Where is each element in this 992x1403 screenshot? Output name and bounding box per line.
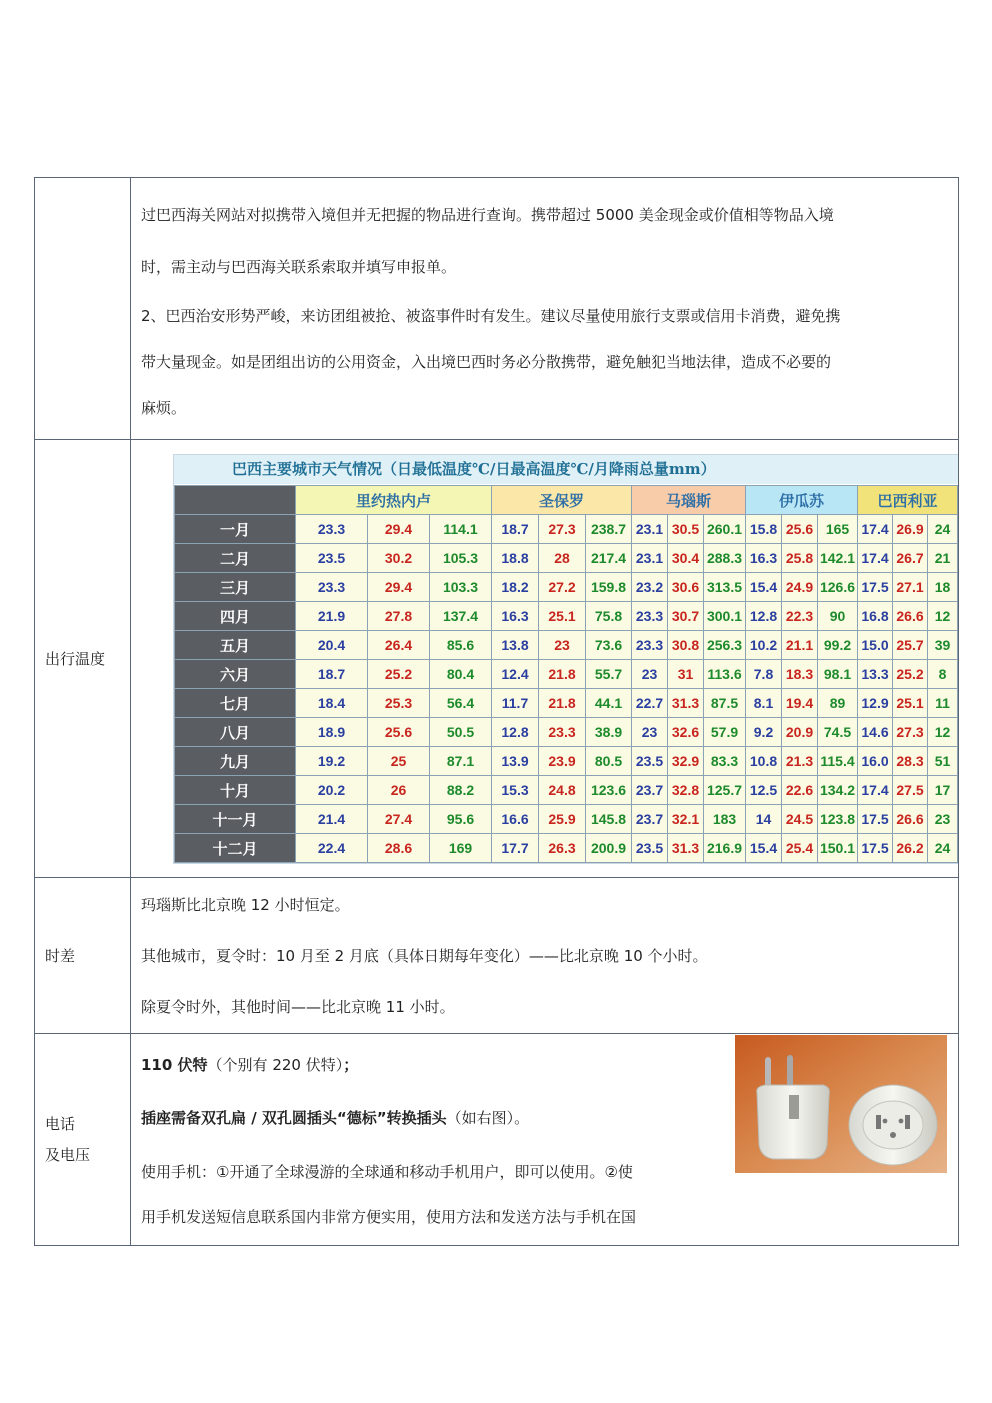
weather-value-cell: 26.7 <box>893 544 928 573</box>
weather-value-cell: 23.5 <box>632 834 668 863</box>
weather-value-cell: 114.1 <box>430 515 492 544</box>
weather-value-cell: 134.2 <box>818 776 858 805</box>
weather-value-cell: 25.9 <box>539 805 586 834</box>
weather-value-cell: 31 <box>668 660 704 689</box>
weather-city-header: 伊瓜苏 <box>746 486 858 515</box>
weather-value-cell: 18.9 <box>296 718 368 747</box>
weather-value-cell: 123.6 <box>586 776 632 805</box>
weather-value-cell: 12.5 <box>746 776 782 805</box>
weather-value-cell: 18.7 <box>296 660 368 689</box>
weather-value-cell: 18 <box>928 573 958 602</box>
weather-value-cell: 8 <box>928 660 958 689</box>
weather-value-cell: 17 <box>928 776 958 805</box>
weather-value-cell: 55.7 <box>586 660 632 689</box>
timezone-label: 时差 <box>35 878 131 1034</box>
weather-value-cell: 23 <box>632 718 668 747</box>
weather-value-cell: 25.6 <box>782 515 818 544</box>
weather-value-cell: 20.2 <box>296 776 368 805</box>
travel-notes-label <box>35 178 131 440</box>
weather-value-cell: 32.1 <box>668 805 704 834</box>
travel-notes-row <box>35 178 959 440</box>
temperature-label: 出行温度 <box>35 440 131 878</box>
weather-value-cell: 256.3 <box>704 631 746 660</box>
timezone-row <box>35 878 959 1034</box>
weather-value-cell: 73.6 <box>586 631 632 660</box>
weather-value-cell: 16.3 <box>492 602 539 631</box>
weather-value-cell: 50.5 <box>430 718 492 747</box>
weather-month-label: 五月 <box>175 631 296 660</box>
weather-value-cell: 22.7 <box>632 689 668 718</box>
weather-value-cell: 28.3 <box>893 747 928 776</box>
weather-value-cell: 26.3 <box>539 834 586 863</box>
weather-value-cell: 24.5 <box>782 805 818 834</box>
weather-value-cell: 89 <box>818 689 858 718</box>
weather-value-cell: 21.3 <box>782 747 818 776</box>
weather-month-label: 七月 <box>175 689 296 718</box>
timezone-content <box>131 878 959 1034</box>
weather-value-cell: 25.4 <box>782 834 818 863</box>
weather-value-cell: 18.4 <box>296 689 368 718</box>
weather-value-cell: 95.6 <box>430 805 492 834</box>
weather-value-cell: 21.4 <box>296 805 368 834</box>
weather-value-cell: 113.6 <box>704 660 746 689</box>
weather-value-cell: 142.1 <box>818 544 858 573</box>
weather-value-cell: 22.3 <box>782 602 818 631</box>
travel-para2-line1: 2、巴西治安形势严峻，来访团组被抢、被盗事件时有发生。建议尽量使用旅行支票或信用卡消费，避免携 <box>141 306 841 325</box>
weather-value-cell: 25.6 <box>368 718 430 747</box>
weather-value-cell: 27.8 <box>368 602 430 631</box>
weather-value-cell: 13.3 <box>858 660 893 689</box>
info-table <box>34 177 959 1246</box>
weather-value-cell: 17.4 <box>858 544 893 573</box>
weather-month-label: 八月 <box>175 718 296 747</box>
weather-month-row <box>175 718 958 747</box>
weather-value-cell: 14 <box>746 805 782 834</box>
voltage-bold: 110 伏特 <box>141 1056 208 1074</box>
weather-value-cell: 15.8 <box>746 515 782 544</box>
weather-value-cell: 20.9 <box>782 718 818 747</box>
weather-value-cell: 23.7 <box>632 805 668 834</box>
power-label-line1: 电话 <box>45 1114 76 1133</box>
weather-value-cell: 24.8 <box>539 776 586 805</box>
weather-value-cell: 12.4 <box>492 660 539 689</box>
weather-value-cell: 17.4 <box>858 776 893 805</box>
weather-value-cell: 18.7 <box>492 515 539 544</box>
weather-corner-cell <box>175 486 296 515</box>
weather-value-cell: 183 <box>704 805 746 834</box>
weather-value-cell: 21 <box>928 544 958 573</box>
weather-value-cell: 17.4 <box>858 515 893 544</box>
travel-notes-content <box>131 178 959 440</box>
timezone-line2: 其他城市，夏令时：10 月至 2 月底（具体日期每年变化）——比北京晚 10 个小时。 <box>141 946 708 965</box>
weather-value-cell: 23 <box>539 631 586 660</box>
weather-value-cell: 56.4 <box>430 689 492 718</box>
weather-value-cell: 238.7 <box>586 515 632 544</box>
weather-value-cell: 87.5 <box>704 689 746 718</box>
weather-month-label: 十二月 <box>175 834 296 863</box>
weather-city-header: 巴西利亚 <box>858 486 958 515</box>
weather-value-cell: 75.8 <box>586 602 632 631</box>
weather-month-row <box>175 776 958 805</box>
weather-value-cell: 21.8 <box>539 689 586 718</box>
weather-value-cell: 123.8 <box>818 805 858 834</box>
weather-month-row <box>175 544 958 573</box>
weather-month-row <box>175 747 958 776</box>
weather-value-cell: 23.3 <box>296 573 368 602</box>
weather-value-cell: 23 <box>632 660 668 689</box>
weather-value-cell: 23.5 <box>296 544 368 573</box>
weather-value-cell: 98.1 <box>818 660 858 689</box>
weather-value-cell: 29.4 <box>368 515 430 544</box>
weather-value-cell: 23.1 <box>632 544 668 573</box>
weather-value-cell: 25 <box>368 747 430 776</box>
weather-value-cell: 9.2 <box>746 718 782 747</box>
weather-value-cell: 16.8 <box>858 602 893 631</box>
weather-value-cell: 12.9 <box>858 689 893 718</box>
weather-city-header: 里约热内卢 <box>296 486 492 515</box>
weather-value-cell: 44.1 <box>586 689 632 718</box>
weather-value-cell: 18.8 <box>492 544 539 573</box>
weather-value-cell: 30.2 <box>368 544 430 573</box>
weather-value-cell: 21.9 <box>296 602 368 631</box>
weather-value-cell: 26 <box>368 776 430 805</box>
weather-value-cell: 18.2 <box>492 573 539 602</box>
voltage-end: ； <box>343 1056 359 1074</box>
weather-value-cell: 10.2 <box>746 631 782 660</box>
temperature-row <box>35 440 959 878</box>
weather-value-cell: 13.9 <box>492 747 539 776</box>
weather-month-label: 六月 <box>175 660 296 689</box>
weather-value-cell: 23.3 <box>539 718 586 747</box>
weather-value-cell: 22.4 <box>296 834 368 863</box>
weather-value-cell: 12.8 <box>746 602 782 631</box>
weather-value-cell: 51 <box>928 747 958 776</box>
weather-value-cell: 125.7 <box>704 776 746 805</box>
weather-value-cell: 26.9 <box>893 515 928 544</box>
weather-value-cell: 21.1 <box>782 631 818 660</box>
plug-rest: （如右图）。 <box>446 1109 530 1127</box>
weather-value-cell: 17.7 <box>492 834 539 863</box>
weather-value-cell: 30.8 <box>668 631 704 660</box>
weather-value-cell: 80.5 <box>586 747 632 776</box>
plug-bold: 插座需备双孔扁 / 双孔圆插头“德标”转换插头 <box>141 1109 447 1127</box>
weather-value-cell: 27.5 <box>893 776 928 805</box>
weather-value-cell: 28 <box>539 544 586 573</box>
weather-month-row <box>175 660 958 689</box>
weather-city-header: 马瑙斯 <box>632 486 746 515</box>
weather-value-cell: 30.7 <box>668 602 704 631</box>
weather-value-cell: 26.6 <box>893 602 928 631</box>
weather-header-row <box>175 486 958 515</box>
weather-value-cell: 32.9 <box>668 747 704 776</box>
voltage-rest: （个别有 220 伏特） <box>207 1056 344 1074</box>
weather-month-label: 九月 <box>175 747 296 776</box>
weather-value-cell: 169 <box>430 834 492 863</box>
weather-value-cell: 137.4 <box>430 602 492 631</box>
weather-month-row <box>175 834 958 863</box>
weather-value-cell: 27.4 <box>368 805 430 834</box>
weather-value-cell: 7.8 <box>746 660 782 689</box>
plug-adapter-photo <box>735 1035 947 1173</box>
weather-value-cell: 38.9 <box>586 718 632 747</box>
weather-value-cell: 11.7 <box>492 689 539 718</box>
weather-value-cell: 126.6 <box>818 573 858 602</box>
weather-value-cell: 99.2 <box>818 631 858 660</box>
travel-para2-line3: 麻烦。 <box>141 398 187 417</box>
weather-value-cell: 15.4 <box>746 573 782 602</box>
power-content <box>131 1034 959 1246</box>
weather-month-row <box>175 573 958 602</box>
weather-value-cell: 74.5 <box>818 718 858 747</box>
travel-para2-line2: 带大量现金。如是团组出访的公用资金，入出境巴西时务必分散携带，避免触犯当地法律，造成不必要的 <box>141 352 832 371</box>
weather-value-cell: 22.6 <box>782 776 818 805</box>
weather-value-cell: 16.3 <box>746 544 782 573</box>
timezone-line3: 除夏令时外，其他时间——比北京晚 11 小时。 <box>141 997 455 1016</box>
weather-month-label: 一月 <box>175 515 296 544</box>
weather-value-cell: 20.4 <box>296 631 368 660</box>
weather-value-cell: 15.3 <box>492 776 539 805</box>
weather-value-cell: 200.9 <box>586 834 632 863</box>
weather-value-cell: 23.9 <box>539 747 586 776</box>
weather-value-cell: 165 <box>818 515 858 544</box>
weather-value-cell: 115.4 <box>818 747 858 776</box>
weather-value-cell: 23.7 <box>632 776 668 805</box>
weather-value-cell: 16.0 <box>858 747 893 776</box>
weather-value-cell: 300.1 <box>704 602 746 631</box>
weather-value-cell: 23.3 <box>632 631 668 660</box>
weather-value-cell: 26.6 <box>893 805 928 834</box>
weather-value-cell: 24 <box>928 834 958 863</box>
power-label <box>35 1034 131 1246</box>
weather-value-cell: 14.6 <box>858 718 893 747</box>
weather-value-cell: 12.8 <box>492 718 539 747</box>
weather-value-cell: 16.6 <box>492 805 539 834</box>
weather-value-cell: 88.2 <box>430 776 492 805</box>
weather-value-cell: 24 <box>928 515 958 544</box>
weather-value-cell: 30.5 <box>668 515 704 544</box>
weather-value-cell: 85.6 <box>430 631 492 660</box>
weather-value-cell: 145.8 <box>586 805 632 834</box>
weather-value-cell: 288.3 <box>704 544 746 573</box>
weather-value-cell: 25.2 <box>893 660 928 689</box>
weather-month-label: 十一月 <box>175 805 296 834</box>
weather-value-cell: 15.0 <box>858 631 893 660</box>
weather-month-row <box>175 805 958 834</box>
weather-grid <box>174 485 958 863</box>
weather-value-cell: 90 <box>818 602 858 631</box>
weather-value-cell: 25.1 <box>539 602 586 631</box>
weather-city-header: 圣保罗 <box>492 486 632 515</box>
weather-value-cell: 21.8 <box>539 660 586 689</box>
weather-value-cell: 10.8 <box>746 747 782 776</box>
weather-value-cell: 12 <box>928 602 958 631</box>
power-label-line2: 及电压 <box>45 1145 91 1164</box>
weather-value-cell: 11 <box>928 689 958 718</box>
weather-value-cell: 27.3 <box>893 718 928 747</box>
weather-month-row <box>175 631 958 660</box>
weather-month-row <box>175 602 958 631</box>
phone-line1: 使用手机：①开通了全球漫游的全球通和移动手机用户，即可以使用。②使 <box>141 1163 633 1181</box>
weather-value-cell: 159.8 <box>586 573 632 602</box>
weather-value-cell: 24.9 <box>782 573 818 602</box>
weather-value-cell: 23.2 <box>632 573 668 602</box>
weather-value-cell: 103.3 <box>430 573 492 602</box>
weather-value-cell: 25.2 <box>368 660 430 689</box>
weather-value-cell: 28.6 <box>368 834 430 863</box>
weather-value-cell: 23.5 <box>632 747 668 776</box>
weather-value-cell: 19.4 <box>782 689 818 718</box>
weather-value-cell: 26.4 <box>368 631 430 660</box>
travel-para1-line2: 时，需主动与巴西海关联系索取并填写申报单。 <box>141 257 457 276</box>
weather-month-row <box>175 515 958 544</box>
temperature-content <box>131 440 959 878</box>
weather-value-cell: 26.2 <box>893 834 928 863</box>
weather-value-cell: 13.8 <box>492 631 539 660</box>
weather-value-cell: 23.1 <box>632 515 668 544</box>
weather-value-cell: 87.1 <box>430 747 492 776</box>
weather-month-label: 四月 <box>175 602 296 631</box>
weather-value-cell: 30.4 <box>668 544 704 573</box>
weather-value-cell: 17.5 <box>858 805 893 834</box>
power-row <box>35 1034 959 1246</box>
weather-value-cell: 27.3 <box>539 515 586 544</box>
weather-value-cell: 313.5 <box>704 573 746 602</box>
weather-value-cell: 25.1 <box>893 689 928 718</box>
weather-month-row <box>175 689 958 718</box>
weather-value-cell: 23 <box>928 805 958 834</box>
weather-value-cell: 80.4 <box>430 660 492 689</box>
weather-value-cell: 29.4 <box>368 573 430 602</box>
weather-value-cell: 27.1 <box>893 573 928 602</box>
weather-value-cell: 260.1 <box>704 515 746 544</box>
weather-value-cell: 216.9 <box>704 834 746 863</box>
weather-value-cell: 57.9 <box>704 718 746 747</box>
weather-value-cell: 12 <box>928 718 958 747</box>
weather-value-cell: 31.3 <box>668 834 704 863</box>
weather-value-cell: 8.1 <box>746 689 782 718</box>
weather-value-cell: 39 <box>928 631 958 660</box>
weather-value-cell: 17.5 <box>858 573 893 602</box>
weather-value-cell: 32.8 <box>668 776 704 805</box>
weather-value-cell: 25.7 <box>893 631 928 660</box>
weather-value-cell: 25.8 <box>782 544 818 573</box>
weather-month-label: 三月 <box>175 573 296 602</box>
weather-month-label: 十月 <box>175 776 296 805</box>
weather-table-title: 巴西主要城市天气情况（日最低温度℃/日最高温度℃/月降雨总量mm） <box>174 455 958 484</box>
weather-value-cell: 19.2 <box>296 747 368 776</box>
weather-table-image <box>173 454 958 864</box>
weather-value-cell: 31.3 <box>668 689 704 718</box>
weather-value-cell: 18.3 <box>782 660 818 689</box>
weather-value-cell: 105.3 <box>430 544 492 573</box>
weather-month-label: 二月 <box>175 544 296 573</box>
weather-value-cell: 32.6 <box>668 718 704 747</box>
weather-value-cell: 150.1 <box>818 834 858 863</box>
weather-value-cell: 15.4 <box>746 834 782 863</box>
phone-line2: 用手机发送短信息联系国内非常方便实用，使用方法和发送方法与手机在国 <box>141 1208 637 1226</box>
weather-value-cell: 27.2 <box>539 573 586 602</box>
weather-value-cell: 23.3 <box>296 515 368 544</box>
weather-value-cell: 23.3 <box>632 602 668 631</box>
weather-value-cell: 17.5 <box>858 834 893 863</box>
weather-value-cell: 30.6 <box>668 573 704 602</box>
timezone-line1: 玛瑙斯比北京晚 12 小时恒定。 <box>141 895 350 914</box>
weather-value-cell: 25.3 <box>368 689 430 718</box>
weather-value-cell: 83.3 <box>704 747 746 776</box>
travel-para1-line1: 过巴西海关网站对拟携带入境但并无把握的物品进行查询。携带超过 5000 美金现金或价值相等物品入境 <box>141 205 834 224</box>
weather-value-cell: 217.4 <box>586 544 632 573</box>
